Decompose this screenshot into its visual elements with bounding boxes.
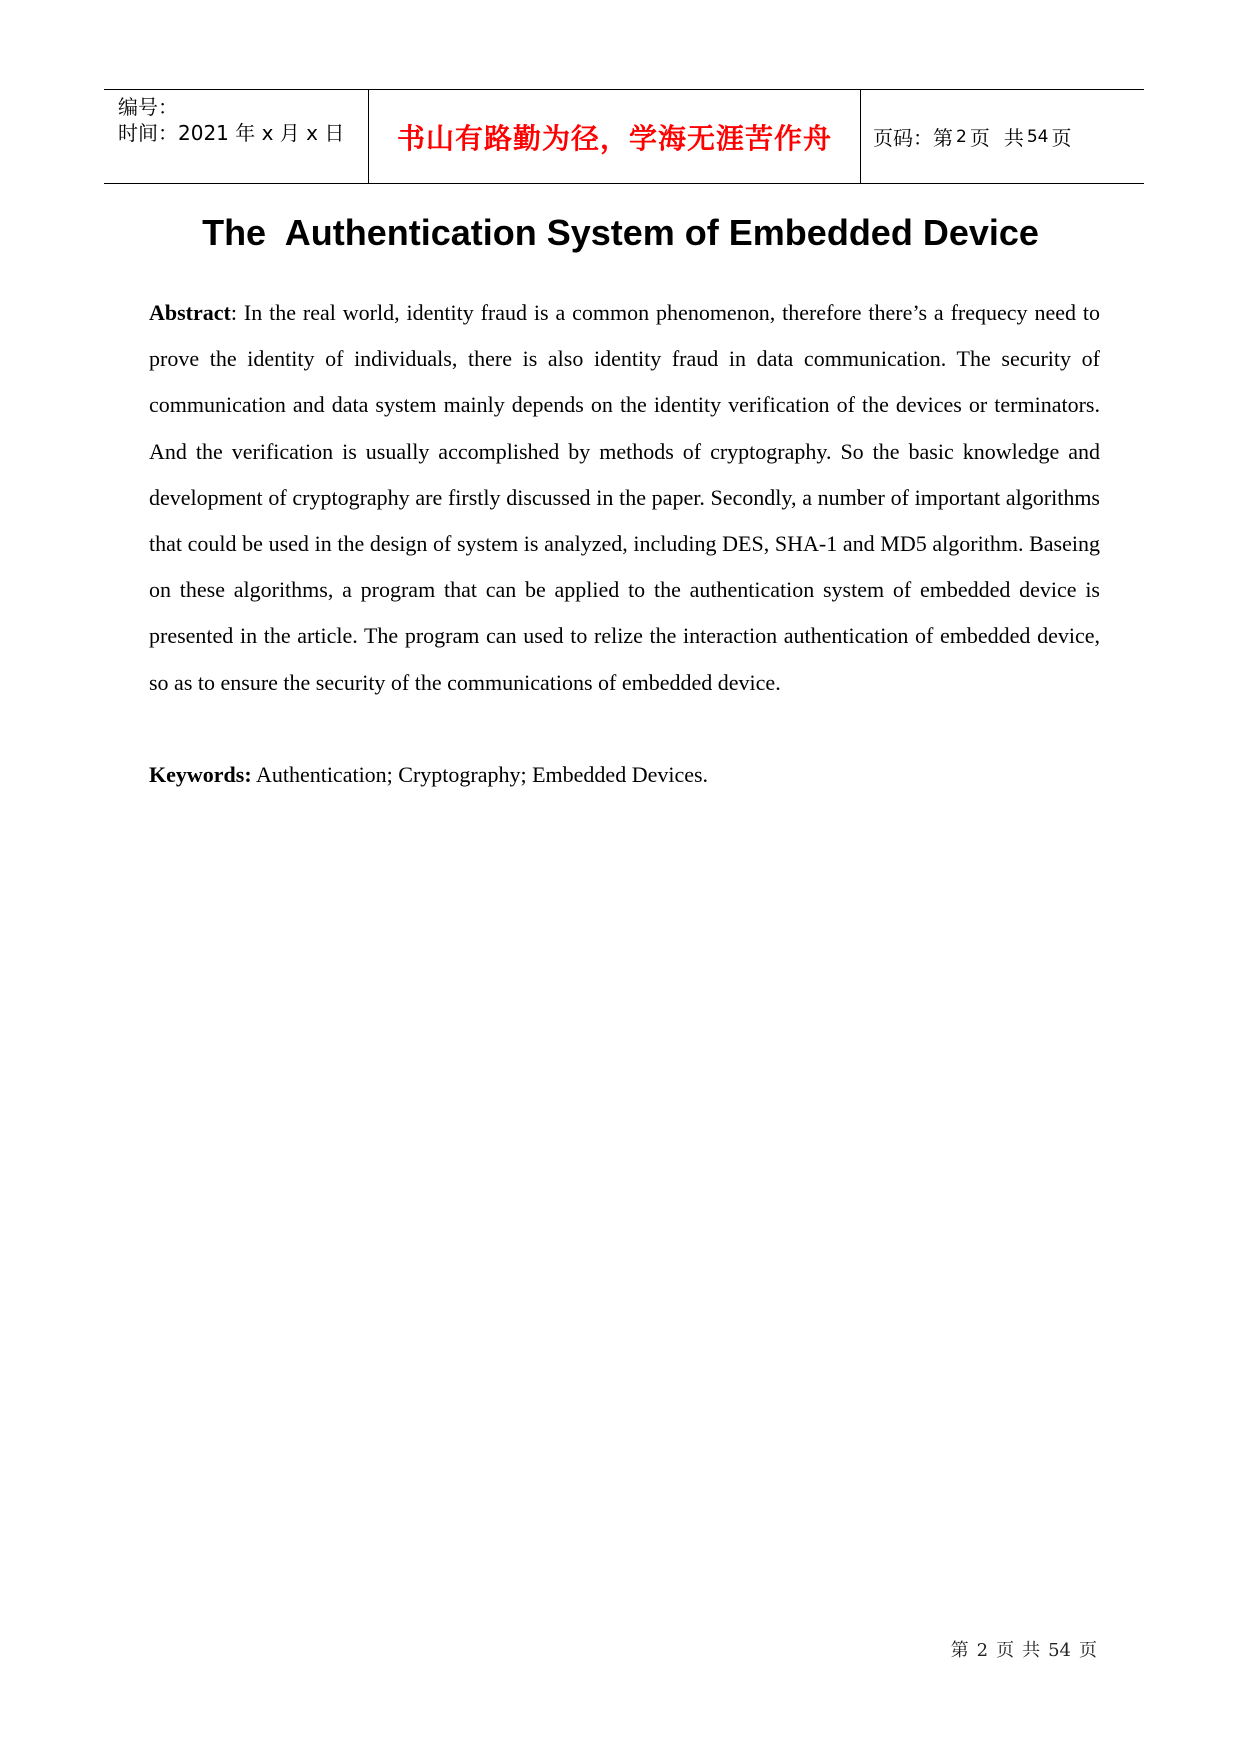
footer-mid: 页	[996, 1640, 1015, 1661]
keywords-text: Authentication; Cryptography; Embedded Devices.	[251, 761, 709, 787]
header-page-prefix: 页码：第	[873, 126, 953, 150]
header-page-total: 54	[1026, 126, 1049, 147]
abstract-text: : In the real world, identity fraud is a common phenomenon, therefore there’s a frequecy need to prove the identity of individuals, there is also identity fraud in data communication. The security of communication and data system mainly depends on the identity verification of the devices or terminators. And the verification is usually accomplished by methods of cryptography. So the basic knowledge and development of cryptography are firstly discussed in the paper. Secondly, a number of important algorithms that could be used in the design of system is analyzed, including DES, SHA-1 and MD5 algorithm. Baseing on these algorithms, a program that can be applied to the authentication system of embedded device is presented in the article. The program can used to relize the interaction authentication of embedded device, so as to ensure the security of the communications of embedded device.	[149, 300, 1100, 695]
abstract-paragraph	[149, 290, 1100, 706]
header-motto: 书山有路勤为径，学海无涯苦作舟	[396, 121, 832, 155]
header-page-total-prefix: 共	[1003, 126, 1024, 150]
header-page-suffix: 页	[1051, 126, 1072, 150]
abstract-label: Abstract	[149, 300, 231, 325]
page-header-table	[104, 89, 1144, 184]
header-page-mid: 页	[969, 126, 990, 150]
keywords-label: Keywords:	[149, 761, 252, 787]
header-info-cell	[104, 90, 369, 183]
footer-total-prefix: 共	[1022, 1640, 1041, 1661]
footer-suffix: 页	[1079, 1640, 1097, 1661]
keywords-section	[149, 752, 1100, 798]
footer-total-pages: 54	[1048, 1640, 1071, 1661]
footer-prefix: 第	[950, 1640, 969, 1661]
document-title: The Authentication System of Embedded Device	[202, 212, 1039, 253]
document-number-label: 编号：	[118, 95, 178, 119]
footer-current-page: 2	[976, 1640, 989, 1661]
header-motto-cell	[369, 90, 861, 183]
document-time-label: 时间：2021 年 x 月 x 日	[118, 121, 345, 145]
document-body	[149, 290, 1100, 798]
page-footer	[947, 1636, 1101, 1662]
header-page-cell	[861, 90, 1144, 183]
abstract-section	[149, 290, 1100, 706]
header-page-current: 2	[956, 126, 967, 147]
